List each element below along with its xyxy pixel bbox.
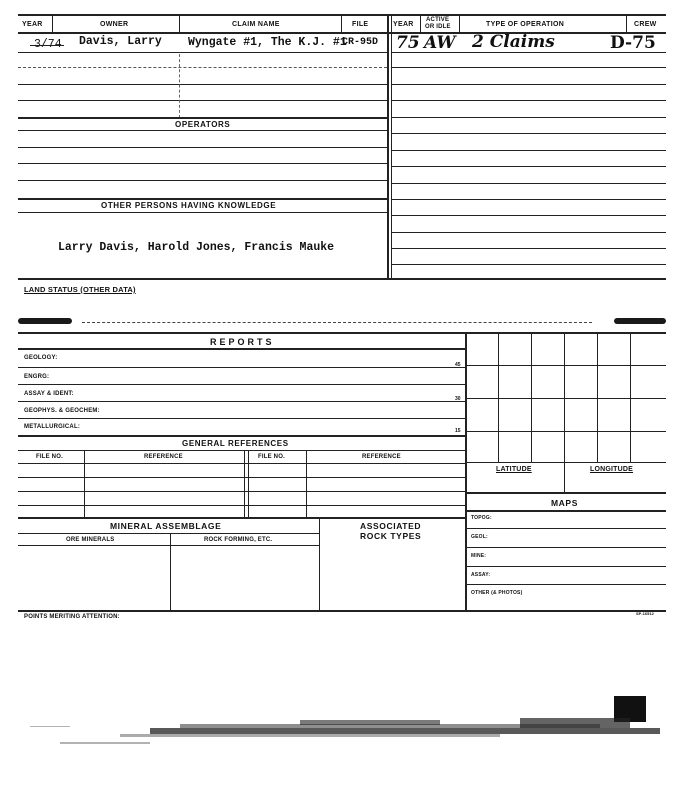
header-tick — [52, 14, 53, 32]
operation-row-line — [391, 248, 666, 249]
grid-line-h — [465, 462, 666, 463]
owner-row-line — [18, 100, 387, 101]
ref-col-file-no: FILE NO. — [36, 454, 63, 460]
maps-topog: TOPOG: — [471, 515, 492, 521]
land-status-top-rule — [18, 278, 666, 280]
report-geophys: GEOPHYS. & GEOCHEM: — [24, 408, 100, 414]
general-refs-title: GENERAL REFERENCES — [182, 439, 289, 448]
scan-dotted-line — [82, 322, 592, 323]
owner-header: OWNER — [100, 21, 129, 28]
header-tick — [341, 14, 342, 32]
header-tick — [420, 14, 421, 32]
ref-col-reference: REFERENCE — [144, 454, 183, 460]
other-persons-rule — [18, 212, 387, 213]
header-tick — [459, 14, 460, 32]
form-number: SP-16512 — [636, 611, 654, 616]
year-header: YEAR — [22, 21, 43, 28]
reports-title-rule — [18, 348, 465, 350]
header-tick — [626, 14, 627, 32]
other-persons-names: Larry Davis, Harold Jones, Francis Mauke — [58, 241, 335, 254]
reports-right-border — [465, 332, 467, 610]
entry-year: 3/74 — [34, 38, 62, 51]
claim-name-header: CLAIM NAME — [232, 21, 280, 28]
ref-col-divider — [84, 450, 85, 517]
entry-owner: Davis, Larry — [79, 35, 162, 48]
entry-active: AW — [424, 33, 456, 53]
scan-noise-band — [0, 690, 678, 780]
maps-row-rule — [465, 566, 666, 567]
maps-mine: MINE: — [471, 553, 487, 559]
entry-year2: 75 — [396, 33, 420, 53]
report-row-rule — [18, 367, 465, 368]
grid-line-v — [597, 332, 598, 462]
ore-minerals-header: ORE MINERALS — [66, 537, 115, 543]
operators-rule — [18, 163, 387, 164]
entry-claim-name: Wyngate #1, The K.J. #1 — [188, 36, 347, 49]
other-persons-label: OTHER PERSONS HAVING KNOWLEDGE — [101, 201, 277, 210]
maps-geol: GEOL: — [471, 534, 488, 540]
entry-type-of-operation: 2 Claims — [472, 32, 555, 52]
ref-col-file-no-2: FILE NO. — [258, 454, 285, 460]
owner-row-line — [18, 67, 387, 68]
maps-row-rule — [465, 547, 666, 548]
grid-line-h — [465, 398, 666, 399]
main-divider — [387, 14, 389, 280]
grid-line-v — [630, 332, 631, 462]
report-engrg: ENGRG: — [24, 374, 50, 380]
ref-col-divider — [248, 450, 249, 517]
report-row-rule — [18, 401, 465, 402]
top-border — [18, 14, 666, 16]
active-idle-header-1: ACTIVE — [426, 17, 450, 23]
maps-title: MAPS — [551, 498, 578, 508]
assoc-divider — [319, 517, 320, 610]
operation-row-line — [391, 183, 666, 184]
reports-top-rule — [18, 332, 666, 334]
maps-assay: ASSAY: — [471, 572, 491, 578]
rock-forming-header: ROCK FORMING, ETC. — [204, 537, 273, 543]
report-row-rule — [18, 384, 465, 385]
operation-row-line — [391, 117, 666, 118]
associated-label: ASSOCIATED — [360, 521, 422, 531]
general-refs-top-rule — [18, 435, 465, 437]
owner-column-divider — [179, 54, 180, 118]
entry-year-strike — [30, 45, 64, 46]
longitude-label: LONGITUDE — [590, 466, 634, 473]
operation-row-line — [391, 150, 666, 151]
scan-mark-right — [614, 318, 666, 324]
report-geology: GEOLOGY: — [24, 355, 58, 361]
entry-crew: D-75 — [610, 33, 656, 53]
crew-header: CREW — [634, 21, 657, 28]
operators-label: OPERATORS — [175, 120, 231, 129]
operators-top-rule — [18, 117, 387, 119]
ref-col-divider — [306, 450, 307, 517]
ref-row-rule — [18, 505, 465, 506]
reports-title: REPORTS — [210, 337, 275, 347]
report-metallurgical: METALLURGICAL: — [24, 424, 81, 430]
owner-row-line — [18, 52, 387, 53]
file-header: FILE — [352, 21, 369, 28]
maps-row-rule — [465, 528, 666, 529]
operation-row-line — [391, 166, 666, 167]
report-number: 30 — [455, 396, 461, 402]
ref-row-rule — [18, 491, 465, 492]
grid-line-h — [465, 431, 666, 432]
operation-row-line — [391, 52, 666, 53]
ref-row-rule — [18, 463, 465, 464]
maps-other: OTHER (& PHOTOS) — [471, 590, 523, 596]
maps-top-rule — [465, 492, 666, 494]
operation-row-line — [391, 67, 666, 68]
header-tick — [179, 14, 180, 32]
header-bottom-rule — [18, 32, 666, 34]
operation-row-line — [391, 84, 666, 85]
ref-col-reference-2: REFERENCE — [362, 454, 401, 460]
grid-line-v — [531, 332, 532, 462]
type-of-operation-header: TYPE OF OPERATION — [486, 21, 565, 28]
latitude-label: LATITUDE — [496, 466, 532, 473]
rock-types-label: ROCK TYPES — [360, 531, 422, 541]
operation-row-line — [391, 100, 666, 101]
operators-rule — [18, 147, 387, 148]
operators-rule — [18, 130, 387, 131]
grid-line-h — [465, 365, 666, 366]
main-divider-inner — [391, 14, 392, 280]
active-idle-header-2: OR IDLE — [425, 24, 451, 30]
maps-title-rule — [465, 510, 666, 512]
mineral-title: MINERAL ASSEMBLAGE — [110, 521, 222, 531]
operators-rule — [18, 180, 387, 181]
grid-line-v — [564, 332, 565, 492]
operation-row-line — [391, 264, 666, 265]
mineral-header-rule — [18, 545, 319, 546]
mineral-title-rule — [18, 533, 319, 534]
other-persons-top-rule — [18, 198, 387, 200]
ref-col-divider — [244, 450, 245, 517]
report-number: 45 — [455, 362, 461, 368]
land-status-label: LAND STATUS (OTHER DATA) — [24, 285, 136, 294]
mineral-top-rule — [18, 517, 465, 519]
year2-header: YEAR — [393, 21, 414, 28]
scan-mark-left — [18, 318, 72, 324]
report-row-rule — [18, 418, 465, 419]
operation-row-line — [391, 199, 666, 200]
points-meriting-attention-label: POINTS MERITING ATTENTION: — [24, 614, 120, 620]
operation-row-line — [391, 133, 666, 134]
grid-line-v — [498, 332, 499, 462]
mineral-col-divider — [170, 533, 171, 610]
operation-row-line — [391, 215, 666, 216]
owner-row-line — [18, 84, 387, 85]
maps-row-rule — [465, 584, 666, 585]
entry-file: CR-95D — [342, 37, 379, 48]
report-assay: ASSAY & IDENT: — [24, 391, 74, 397]
bottom-rule — [18, 610, 666, 612]
report-number: 15 — [455, 428, 461, 434]
general-refs-title-rule — [18, 450, 465, 451]
operation-row-line — [391, 232, 666, 233]
ref-row-rule — [18, 477, 465, 478]
